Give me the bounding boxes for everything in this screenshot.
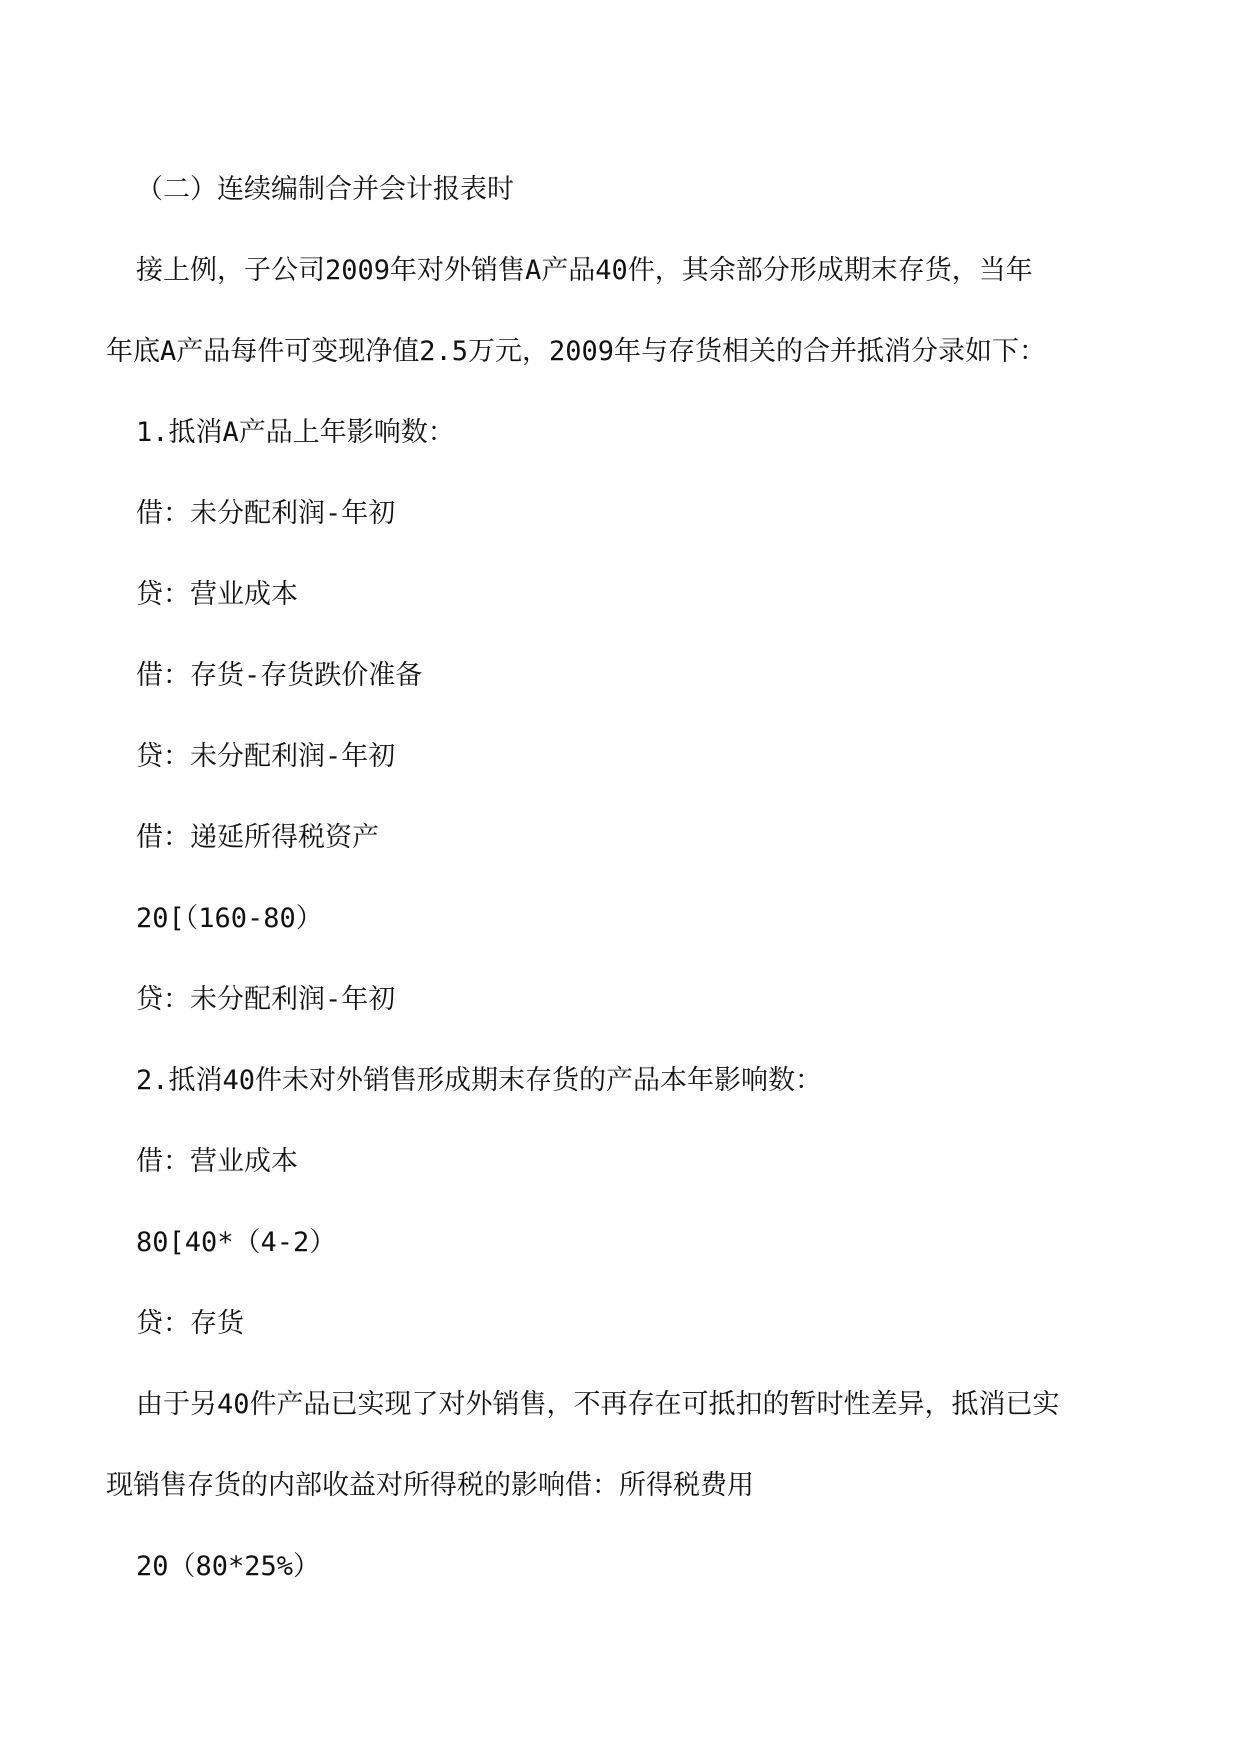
subsection-title: 2.抵消40件未对外销售形成期末存货的产品本年影响数：: [136, 1065, 823, 1096]
paragraph-line: 年底A产品每件可变现净值2.5万元，2009年与存货相关的合并抵消分录如下：: [106, 336, 1047, 367]
journal-entry: 借：递延所得税资产: [136, 822, 379, 853]
journal-entry: 贷：未分配利润-年初: [136, 741, 396, 772]
section-heading: （二）连续编制合并会计报表时: [136, 174, 514, 205]
paragraph-line: 接上例，子公司2009年对外销售A产品40件，其余部分形成期末存货，当年: [136, 255, 1033, 286]
subsection-title: 1.抵消A产品上年影响数：: [136, 417, 455, 448]
journal-entry: 借：营业成本: [136, 1146, 298, 1177]
journal-entry: 借：存货-存货跌价准备: [136, 660, 423, 691]
journal-amount: 20（80*25%）: [136, 1551, 321, 1582]
journal-entry: 贷：未分配利润-年初: [136, 984, 396, 1015]
journal-entry: 贷：存货: [136, 1308, 244, 1339]
paragraph-line: 现销售存货的内部收益对所得税的影响借：所得税费用: [106, 1470, 754, 1501]
journal-amount: 20[（160-80）: [136, 903, 323, 934]
journal-entry: 借：未分配利润-年初: [136, 498, 396, 529]
journal-amount: 80[40*（4-2）: [136, 1227, 337, 1258]
paragraph-line: 由于另40件产品已实现了对外销售，不再存在可抵扣的暂时性差异，抵消已实: [136, 1389, 1060, 1420]
journal-entry: 贷：营业成本: [136, 579, 298, 610]
